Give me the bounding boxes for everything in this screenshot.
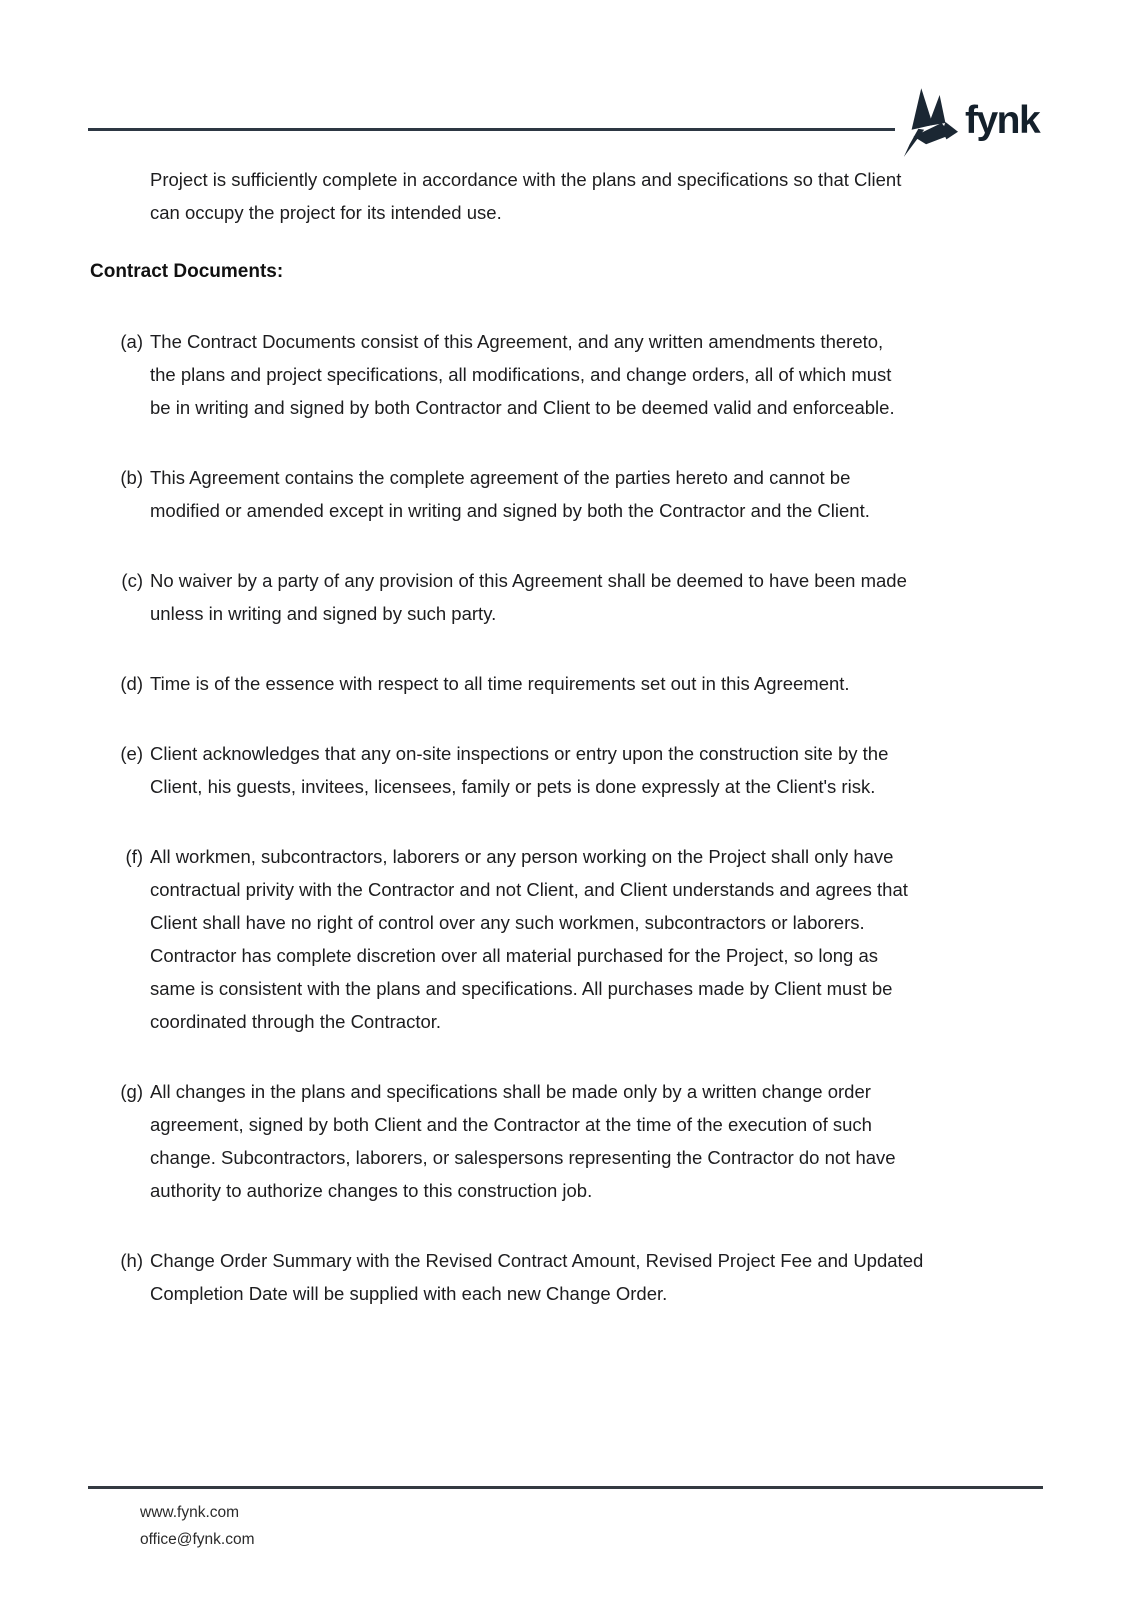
clause-label-d: (d): [120, 673, 143, 694]
clause-text-a: The Contract Documents consist of this Agreement, and any written amendments thereto, the plans and project specifications, all modifications, and change orders, all of which must be in writing and signed by both Contractor and Client to be deemed valid and enforceable.: [150, 331, 895, 418]
section-heading: Contract Documents:: [90, 261, 284, 282]
footer-email: office@fynk.com: [140, 1531, 255, 1548]
clause-text-d: Time is of the essence with respect to all time requirements set out in this Agreement.: [150, 673, 850, 694]
clause-label-c: (c): [121, 570, 143, 591]
page-footer: [140, 1499, 255, 1553]
clause-text-b: This Agreement contains the complete agreement of the parties hereto and cannot be modified or amended except in writing and signed by both the Contractor and the Client.: [150, 467, 870, 521]
clause-item-g: [114, 1075, 1075, 1207]
clause-text-g: All changes in the plans and specifications shall be made only by a written change order agreement, signed by both Client and the Contractor at the time of the execution of such change. Subcontractors, laborers, or salespersons representing the Contractor do not have authority to authorize changes to this construction job.: [150, 1081, 896, 1201]
clause-text-c: No waiver by a party of any provision of this Agreement shall be deemed to have been made unless in writing and signed by such party.: [150, 570, 907, 624]
clause-label-f: (f): [125, 846, 143, 867]
clause-label-a: (a): [120, 331, 143, 352]
clause-text-h: Change Order Summary with the Revised Contract Amount, Revised Project Fee and Updated Completion Date will be supplied with each new Change Order.: [150, 1250, 924, 1304]
clause-item-c: [114, 564, 1075, 630]
clause-item-b: [114, 461, 1075, 527]
clause-label-e: (e): [120, 743, 143, 764]
clause-text-e: Client acknowledges that any on-site inspections or entry upon the construction site by the Client, his guests, invitees, licensees, family or pets is done expressly at the Client's risk.: [150, 743, 889, 797]
footer-website: www.fynk.com: [140, 1504, 240, 1521]
brand-wordmark: fynk: [965, 98, 1040, 142]
clause-item-d: [114, 667, 1075, 700]
clause-label-b: (b): [120, 467, 143, 488]
clause-item-h: [114, 1244, 1075, 1310]
clause-item-f: [114, 840, 1075, 1038]
clause-label-h: (h): [120, 1250, 143, 1271]
footer-rule: [88, 1486, 1043, 1489]
clause-item-a: [114, 325, 1075, 424]
clause-text-f: All workmen, subcontractors, laborers or any person working on the Project shall only have contractual privity with the Contractor and not Client, and Client understands and agrees that Client shall have no right of control over any such workmen, subcontractors or laborers. Contractor has complete discretion over all material purchased for the Project, so long as same is consistent with the plans and specifications. All purchases made by Client must be coordinated through the Contractor.: [150, 846, 908, 1032]
intro-paragraph: Project is sufficiently complete in accordance with the plans and specifications so that Client can occupy the project for its intended use.: [150, 169, 902, 223]
clause-label-g: (g): [120, 1081, 143, 1102]
clause-item-e: [114, 737, 1075, 803]
